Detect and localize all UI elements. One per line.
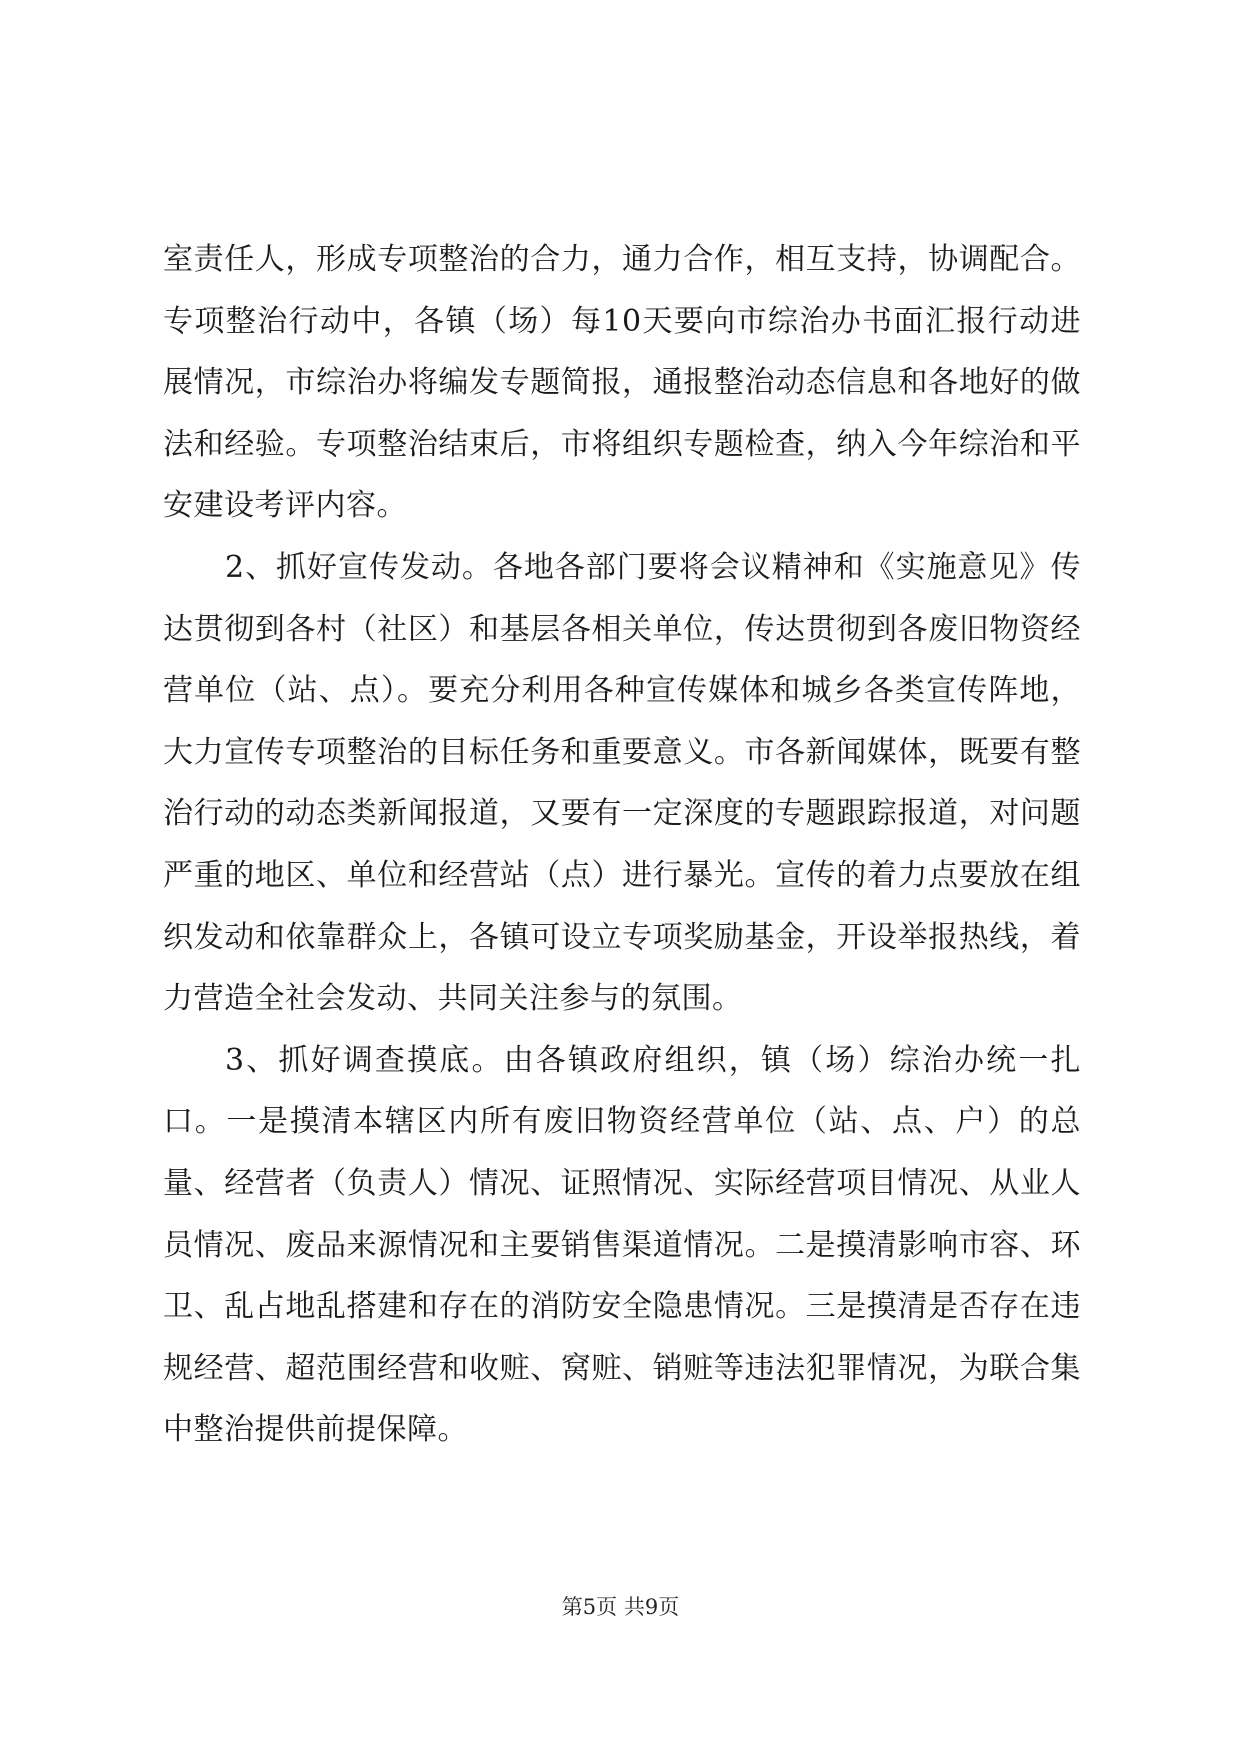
document-body [163, 229, 1081, 1461]
page-number-label: 第5页 共9页 [561, 1595, 680, 1619]
paragraph-publicity: 2、抓好宣传发动。各地各部门要将会议精神和《实施意见》传达贯彻到各村（社区）和基层各相关单位，传达贯彻到各废旧物资经营单位（站、点）。要充分利用各种宣传媒体和城乡各类宣传阵地，大力宣传专项整治的目标任务和重要意义。市各新闻媒体，既要有整治行动的动态类新闻报道，又要有一定深度的专题跟踪报道，对问题严重的地区、单位和经营站（点）进行暴光。宣传的着力点要放在组织发动和依靠群众上，各镇可设立专项奖励基金，开设举报热线，着力营造全社会发动、共同关注参与的氛围。 [163, 549, 1081, 1017]
paragraph-survey: 3、抓好调查摸底。由各镇政府组织，镇（场）综治办统一扎口。一是摸清本辖区内所有废旧物资经营单位（站、点、户）的总量、经营者（负责人）情况、证照情况、实际经营项目情况、从业人员情况、废品来源情况和主要销售渠道情况。二是摸清影响市容、环卫、乱占地乱搭建和存在的消防安全隐患情况。三是摸清是否存在违规经营、超范围经营和收赃、窝赃、销赃等违法犯罪情况，为联合集中整治提供前提保障。 [163, 1042, 1081, 1448]
paragraph-continuation: 室责任人，形成专项整治的合力，通力合作，相互支持，协调配合。专项整治行动中，各镇（场）每10天要向市综治办书面汇报行动进展情况，市综治办将编发专题简报，通报整治动态信息和各地好的做法和经验。专项整治结束后，市将组织专题检查，纳入今年综治和平安建设考评内容。 [163, 242, 1081, 524]
page-footer [0, 1593, 1241, 1621]
